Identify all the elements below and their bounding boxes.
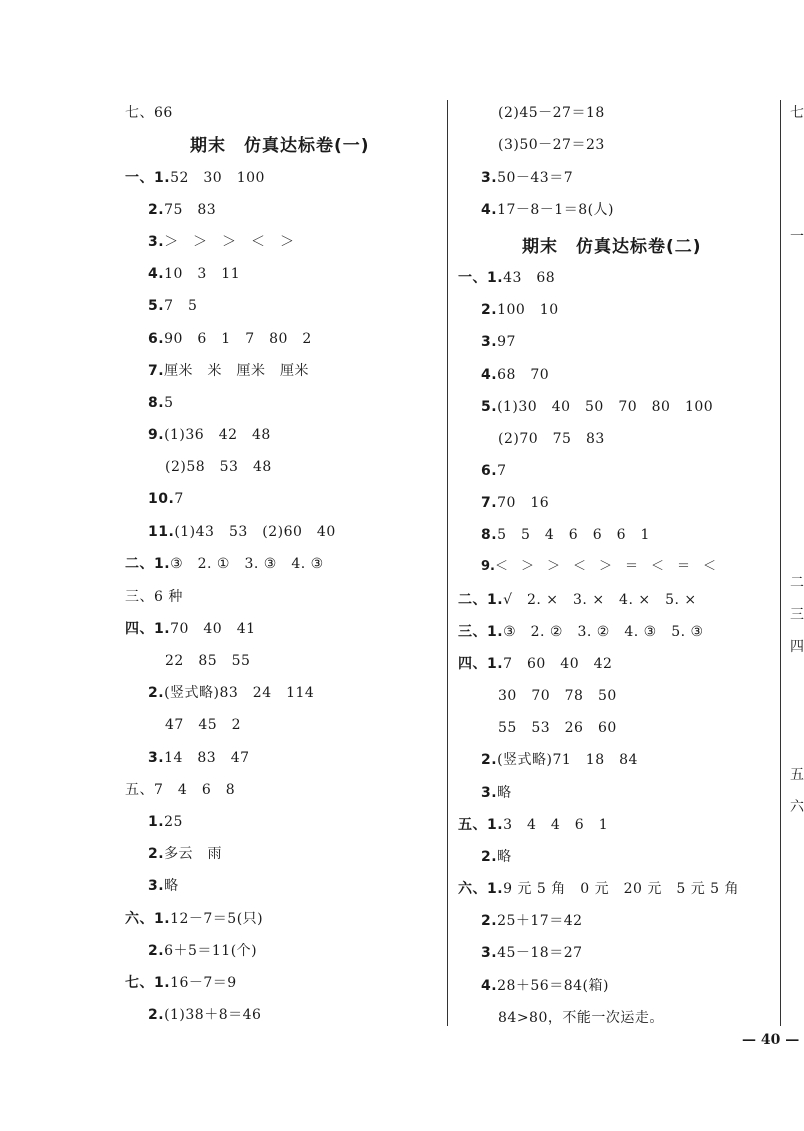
- answer-line: 3.97: [481, 334, 516, 350]
- answer-line: 一、1.43 68: [458, 270, 556, 286]
- edge-char: 一: [790, 229, 804, 245]
- answer-line: 5.(1)30 40 50 70 80 100: [481, 399, 714, 415]
- edge-char: 三: [790, 607, 804, 623]
- answer-line: (2)58 53 48: [165, 459, 272, 475]
- answer-line: 五、1.3 4 4 6 1: [458, 817, 609, 833]
- answer-line: 2.25＋17＝42: [481, 913, 583, 929]
- answer-line: (3)50－27＝23: [498, 137, 605, 153]
- answer-line: 3.50－43＝7: [481, 170, 574, 186]
- answer-line: 四、1.7 60 40 42: [458, 656, 613, 672]
- answer-line: 三、6 种: [125, 589, 183, 605]
- answer-line: 三、1.③ 2. ② 3. ② 4. ③ 5. ③: [458, 624, 704, 640]
- answer-line: 2.100 10: [481, 302, 559, 318]
- answer-line: 47 45 2: [165, 717, 242, 733]
- answer-line: 3.45－18＝27: [481, 945, 583, 961]
- answer-line: 8.5 5 4 6 6 6 1: [481, 527, 650, 543]
- answer-line: 3.＞ ＞ ＞ ＜ ＞: [148, 234, 295, 250]
- answer-line: 7.厘米 米 厘米 厘米: [148, 363, 310, 379]
- answer-line: 一、1.52 30 100: [125, 170, 265, 186]
- column-divider: [447, 100, 448, 1026]
- section-heading-exam-1: 期末 仿真达标卷(一): [190, 136, 370, 156]
- answer-line: (2)45－27＝18: [498, 105, 605, 121]
- answer-line: 5.7 5: [148, 298, 198, 314]
- answer-line: 五、7 4 6 8: [125, 782, 236, 798]
- answer-line: 84>80，不能一次运走。: [498, 1010, 664, 1026]
- edge-char: 二: [790, 575, 804, 591]
- edge-char: 七: [790, 105, 804, 121]
- answer-line: 2.6＋5＝11(个): [148, 943, 258, 959]
- answer-line: 七、1.16－7＝9: [125, 975, 237, 991]
- answer-line: 3.略: [148, 878, 179, 894]
- answer-line: 55 53 26 60: [498, 720, 617, 736]
- answer-line: 4.28＋56＝84(箱): [481, 978, 609, 994]
- edge-char: 六: [790, 799, 804, 815]
- answer-line: 1.25: [148, 814, 183, 830]
- answer-line: 22 85 55: [165, 653, 251, 669]
- edge-char: 五: [790, 767, 804, 783]
- answer-line: 4.10 3 11: [148, 266, 241, 282]
- answer-line: (2)70 75 83: [498, 431, 605, 447]
- answer-line: 二、1.③ 2. ① 3. ③ 4. ③: [125, 556, 324, 572]
- answer-line: 2.(竖式略)83 24 114: [148, 685, 315, 701]
- answer-line: 七、66: [125, 105, 173, 121]
- answer-line: 2.略: [481, 849, 512, 865]
- answer-line: 9.(1)36 42 48: [148, 427, 271, 443]
- section-heading-exam-2: 期末 仿真达标卷(二): [522, 237, 702, 257]
- column-divider: [780, 100, 781, 1026]
- answer-line: 11.(1)43 53 (2)60 40: [148, 524, 336, 540]
- answer-line: 六、1.12－7＝5(只): [125, 911, 264, 927]
- page-number: — 40 —: [742, 1032, 800, 1048]
- answer-line: 六、1.9 元 5 角 0 元 20 元 5 元 5 角: [458, 881, 740, 897]
- edge-char: 四: [790, 639, 804, 655]
- answer-line: 2.(1)38＋8＝46: [148, 1007, 262, 1023]
- answer-line: 7.70 16: [481, 495, 550, 511]
- answer-line: 四、1.70 40 41: [125, 621, 256, 637]
- answer-line: 二、1.√ 2. × 3. × 4. × 5. ×: [458, 592, 697, 608]
- answer-line: 2.(竖式略)71 18 84: [481, 752, 638, 768]
- answer-line: 8.5: [148, 395, 174, 411]
- answer-line: 4.17－8－1＝8(人): [481, 202, 615, 218]
- answer-line: 10.7: [148, 491, 184, 507]
- answer-line: 2.75 83: [148, 202, 217, 218]
- answer-line: 30 70 78 50: [498, 688, 617, 704]
- answer-line: 3.14 83 47: [148, 750, 250, 766]
- answer-line: 2.多云 雨: [148, 846, 223, 862]
- answer-line: 9.＜ ＞ ＞ ＜ ＞ ＝ ＜ ＝ ＜: [481, 559, 716, 574]
- answer-line: 4.68 70: [481, 367, 550, 383]
- answer-line: 3.略: [481, 785, 512, 801]
- answer-line: 6.90 6 1 7 80 2: [148, 331, 312, 347]
- answer-line: 6.7: [481, 463, 507, 479]
